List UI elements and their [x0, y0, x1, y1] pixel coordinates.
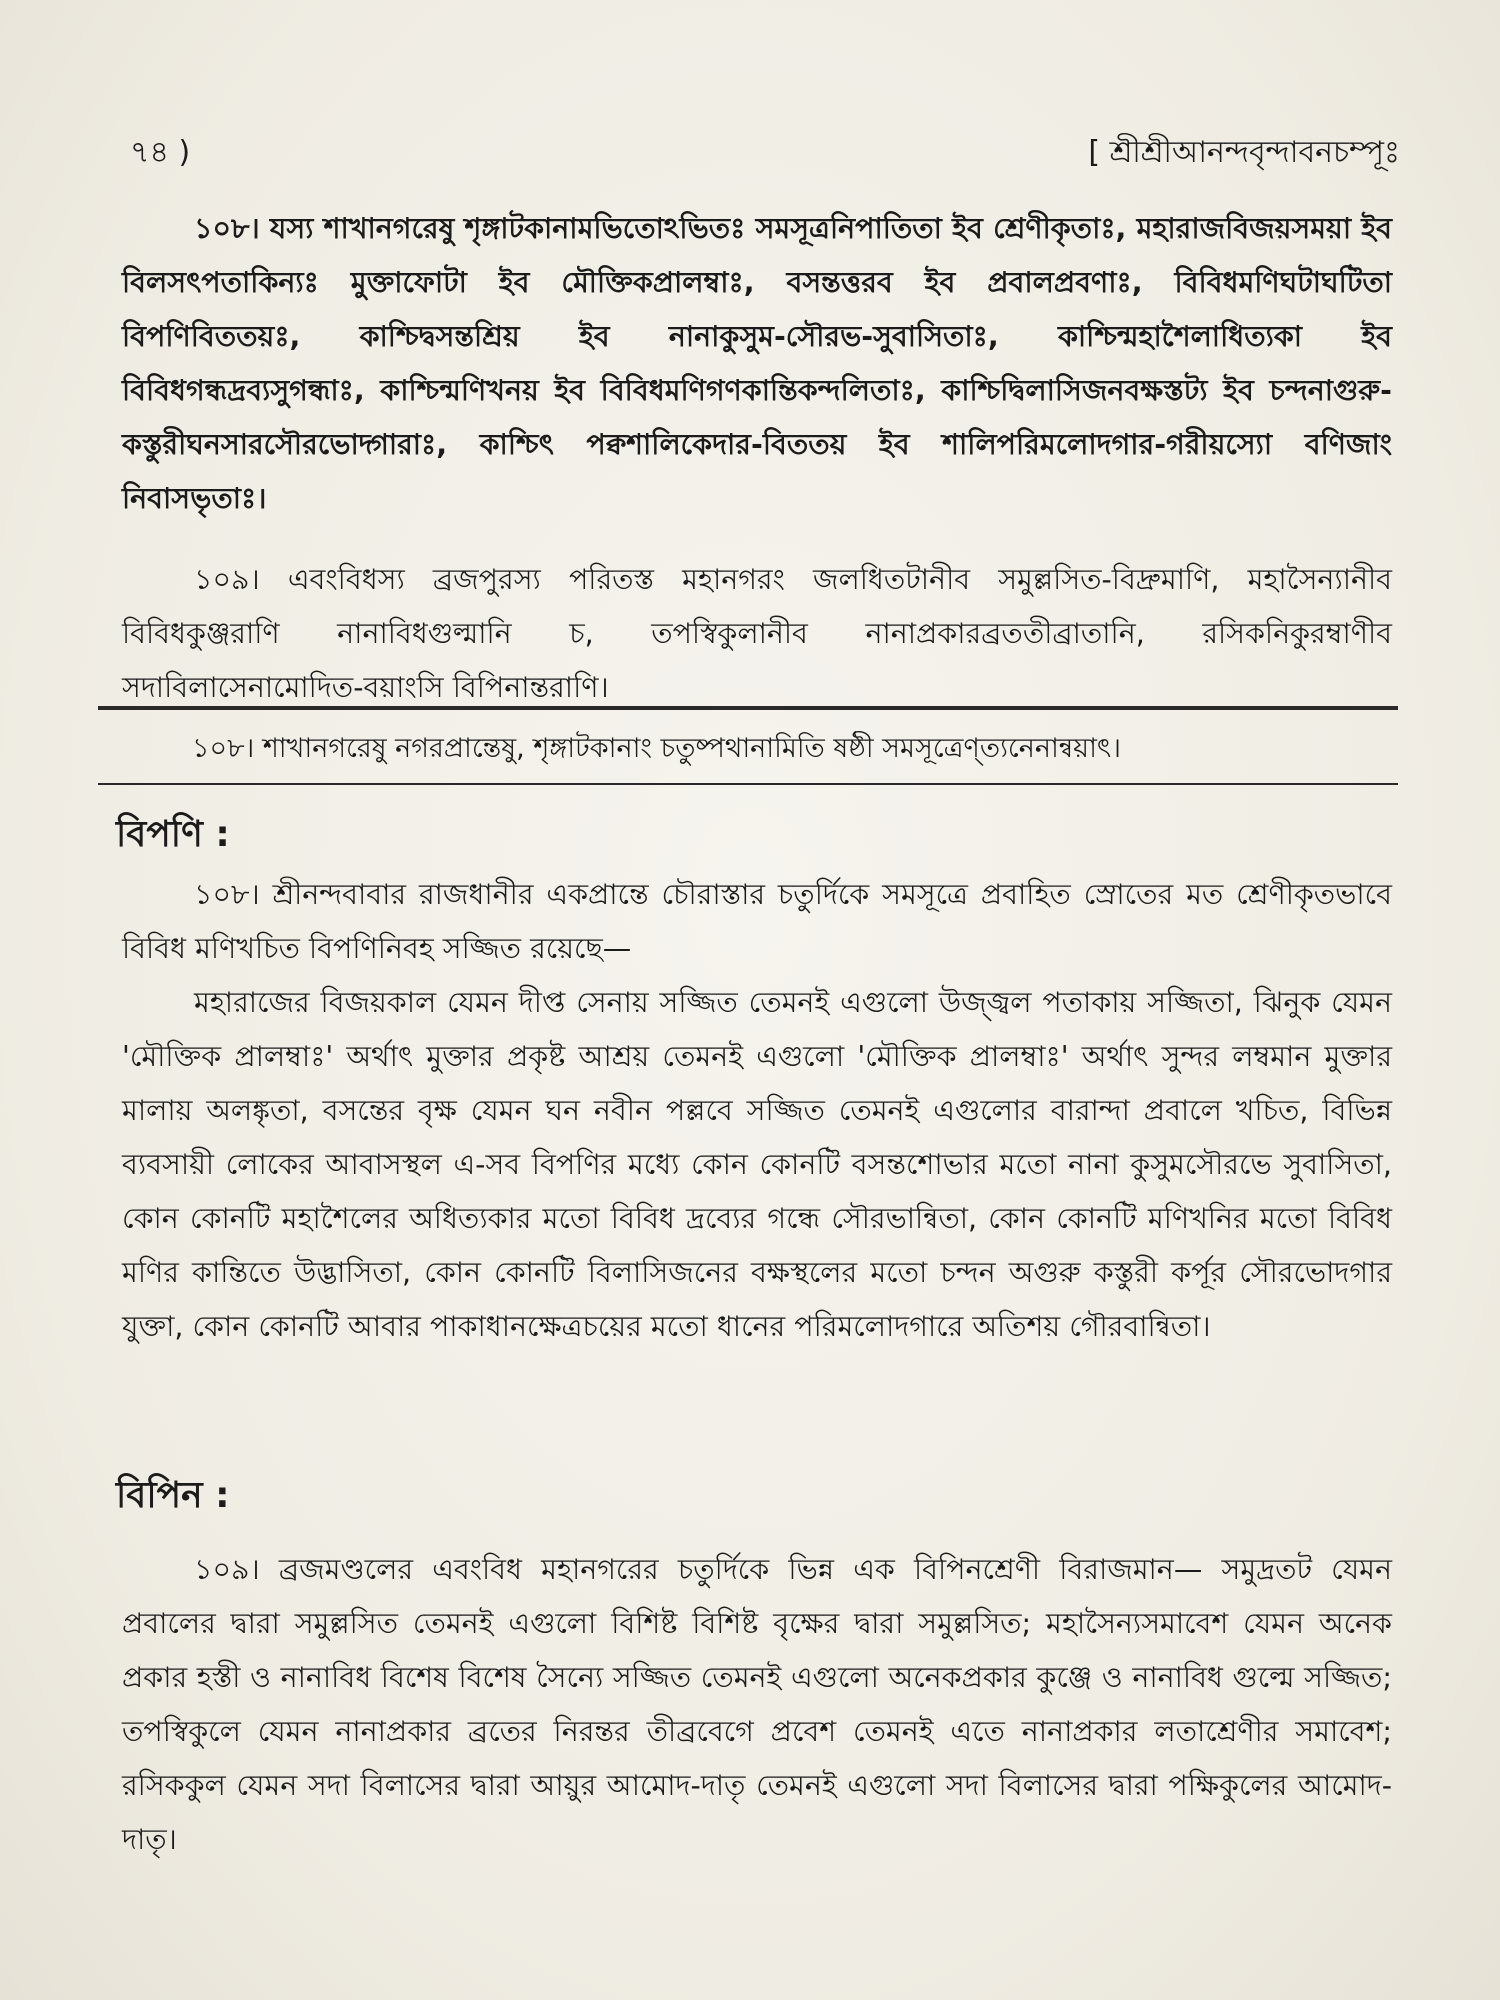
- footnote-divider-bottom: [98, 783, 1398, 785]
- sanskrit-verse-109: [122, 553, 1392, 715]
- section-bipin-body: [122, 1543, 1392, 1867]
- sanskrit-verse-108-text: ১০৮। যস্য শাখানগরেষু শৃঙ্গাটকানামভিতোঽভিতঃ সমসূত্রনিপাতিতা ইব শ্রেণীকৃতাঃ, মহারাজবিজয়সময়া ইব বিলসৎপতাকিন্যঃ মুক্তাফোটা ইব মৌক্তিকপ্রালম্বাঃ, বসন্তত্তরব ইব প্রবালপ্রবণাঃ, বিবিধমণিঘটাঘটিতা বিপণিবিততয়ঃ, কাশ্চিদ্বসন্তশ্রিয় ইব নানাকুসুম-সৌরভ-সুবাসিতাঃ, কাশ্চিন্মহাশৈলাধিত্যকা ইব বিবিধগন্ধদ্রব্যসুগন্ধাঃ, কাশ্চিন্মণিখনয় ইব বিবিধমণিগণকান্তিকন্দলিতাঃ, কাশ্চিদ্বিলাসিজনবক্ষস্তট্য ইব চন্দনাগুরু-কস্তুরীঘনসারসৌরভোদ্গারাঃ, কাশ্চিৎ পক্বশালিকেদার-বিততয় ইব শালিপরিমলোদগার-গরীয়স্যো বণিজাং নিবাসভৃতাঃ।: [122, 212, 1392, 515]
- bipin-paragraph-1: ১০৯। ব্রজমণ্ডলের এবংবিধ মহানগরের চতুর্দিকে ভিন্ন এক বিপিনশ্রেণী বিরাজমান— সমুদ্রতট যেমন প্রবালের দ্বারা সমুল্লসিত তেমনই এগুলো বিশিষ্ট বিশিষ্ট বৃক্ষের দ্বারা সমুল্লসিত; মহাসৈন্যসমাবেশ যেমন অনেক প্রকার হস্তী ও নানাবিধ বিশেষ বিশেষ সৈন্যে সজ্জিত তেমনই এগুলো অনেকপ্রকার কুঞ্জে ও নানাবিধ গুল্মে সজ্জিত; তপস্বিকুলে যেমন নানাপ্রকার ব্রতের নিরন্তর তীব্রবেগে প্রবেশ তেমনই এতে নানাপ্রকার লতাশ্রেণীর সমাবেশ; রসিককুল যেমন সদা বিলাসের দ্বারা আয়ুর আমোদ-দাতৃ তেমনই এগুলো সদা বিলাসের দ্বারা পক্ষিকুলের আমোদ-দাতৃ।: [122, 1553, 1392, 1856]
- sanskrit-verse-109-text: ১০৯। এবংবিধস্য ব্রজপুরস্য পরিতস্ত মহানগরং জলধিতটানীব সমুল্লসিত-বিদ্রুমাণি, মহাসৈন্যানীব বিবিধকুঞ্জরাণি নানাবিধগুল্মানি চ, তপস্বিকুলানীব নানাপ্রকারব্রততীব্রাতানি, রসিকনিকুরম্বাণীব সদাবিলাসেনামোদিত-বয়াংসি বিপিনান্তরাণি।: [122, 563, 1392, 704]
- sanskrit-verse-108: [122, 202, 1392, 526]
- section-heading-bipani: বিপণি :: [116, 814, 230, 855]
- section-bipani-body: [122, 868, 1392, 1354]
- footnote: ১০৮। শাখানগরেষু নগরপ্রান্তেষু, শৃঙ্গাটকানাং চতুষ্পথানামিতি ষষ্ঠী সমসূত্রেণ্ত্যনেনান্বয়াৎ।: [192, 733, 1121, 764]
- page-header: [130, 128, 1400, 178]
- page-number: ৭৪ ): [130, 135, 191, 170]
- running-title: [ শ্রীশ্রীআনন্দবৃন্দাবনচম্পূঃ: [1088, 135, 1400, 170]
- bipani-paragraph-2: মহারাজের বিজয়কাল যেমন দীপ্ত সেনায় সজ্জিত তেমনই এগুলো উজ্জ্বল পতাকায় সজ্জিতা, ঝিনুক যেমন 'মৌক্তিক প্রালম্বাঃ' অর্থাৎ মুক্তার প্রকৃষ্ট আশ্রয় তেমনই এগুলো 'মৌক্তিক প্রালম্বাঃ' অর্থাৎ সুন্দর লম্বমান মুক্তার মালায় অলঙ্কৃতা, বসন্তের বৃক্ষ যেমন ঘন নবীন পল্লবে সজ্জিত তেমনই এগুলোর বারান্দা প্রবালে খচিত, বিভিন্ন ব্যবসায়ী লোকের আবাসস্থল এ-সব বিপণির মধ্যে কোন কোনটি বসন্তশোভার মতো নানা কুসুমসৌরভে সুবাসিতা, কোন কোনটি মহাশৈলের অধিত্যকার মতো বিবিধ দ্রব্যের গন্ধে সৌরভান্বিতা, কোন কোনটি মণিখনির মতো বিবিধ মণির কান্তিতে উদ্ভাসিতা, কোন কোনটি বিলাসিজনের বক্ষস্থলের মতো চন্দন অগুরু কস্তুরী কর্পূর সৌরভোদগার যুক্তা, কোন কোনটি আবার পাকাধানক্ষেত্রচয়ের মতো ধানের পরিমলোদগারে অতিশয় গৌরবান্বিতা।: [122, 986, 1392, 1343]
- footnote-divider-top: [98, 706, 1398, 710]
- bipani-paragraph-1: ১০৮। শ্রীনন্দবাবার রাজধানীর একপ্রান্তে চৌরাস্তার চতুর্দিকে সমসূত্রে প্রবাহিত স্রোতের মত শ্রেণীকৃতভাবে বিবিধ মণিখচিত বিপণিনিবহ সজ্জিত রয়েছে—: [122, 878, 1392, 965]
- section-heading-bipin: বিপিন :: [116, 1475, 230, 1516]
